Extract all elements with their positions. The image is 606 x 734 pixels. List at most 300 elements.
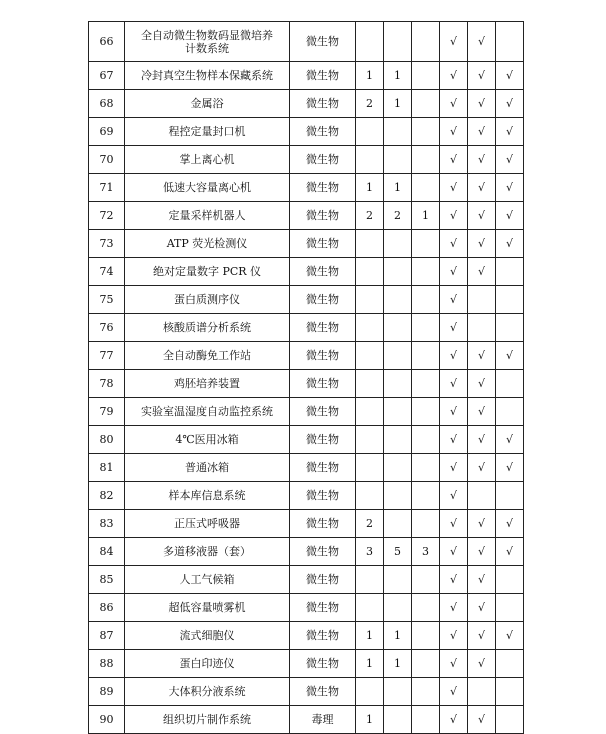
check-cell-1 xyxy=(440,678,468,706)
check-text-3: √ xyxy=(505,97,513,110)
check-cell-3 xyxy=(496,594,524,622)
quantity-text-2: 1 xyxy=(394,629,401,642)
check-text-1: √ xyxy=(449,601,457,614)
category-text: 微生物 xyxy=(306,321,339,334)
check-cell-1 xyxy=(440,230,468,258)
category-cell xyxy=(290,90,356,118)
row-number-cell xyxy=(89,426,125,454)
quantity-cell-3 xyxy=(412,118,440,146)
category-cell xyxy=(290,286,356,314)
quantity-cell-2 xyxy=(384,622,412,650)
quantity-cell-3 xyxy=(412,342,440,370)
row-number-cell xyxy=(89,622,125,650)
category-text: 微生物 xyxy=(306,293,339,306)
check-cell-1 xyxy=(440,62,468,90)
equipment-name-cell xyxy=(125,342,290,370)
equipment-name-text: ATP 荧光检测仪 xyxy=(166,237,248,250)
check-text-2: √ xyxy=(477,713,485,726)
category-cell xyxy=(290,678,356,706)
check-text-1: √ xyxy=(449,293,457,306)
row-number-text: 85 xyxy=(99,573,114,586)
equipment-name-cell xyxy=(125,706,290,734)
check-text-2: √ xyxy=(477,461,485,474)
row-number-text: 84 xyxy=(99,545,114,558)
equipment-name-text: 冷封真空生物样本保藏系统 xyxy=(141,69,273,82)
quantity-cell-1 xyxy=(356,202,384,230)
quantity-cell-2 xyxy=(384,566,412,594)
equipment-name-cell xyxy=(125,118,290,146)
equipment-name-cell xyxy=(125,258,290,286)
category-text: 微生物 xyxy=(306,349,339,362)
table-row xyxy=(89,62,524,90)
row-number-text: 73 xyxy=(99,237,114,250)
table-row xyxy=(89,706,524,734)
row-number-cell xyxy=(89,510,125,538)
check-cell-1 xyxy=(440,538,468,566)
check-text-1: √ xyxy=(449,517,457,530)
quantity-text-1: 1 xyxy=(366,713,373,726)
quantity-cell-2 xyxy=(384,398,412,426)
category-text: 微生物 xyxy=(306,545,339,558)
quantity-cell-3 xyxy=(412,146,440,174)
equipment-name-text: 实验室温湿度自动监控系统 xyxy=(141,405,273,418)
category-text: 微生物 xyxy=(306,181,339,194)
quantity-cell-3 xyxy=(412,90,440,118)
category-text: 微生物 xyxy=(306,517,339,530)
check-cell-2 xyxy=(468,230,496,258)
row-number-text: 88 xyxy=(99,657,114,670)
quantity-cell-1 xyxy=(356,146,384,174)
quantity-cell-2 xyxy=(384,678,412,706)
check-text-1: √ xyxy=(449,321,457,334)
check-cell-3 xyxy=(496,342,524,370)
check-text-1: √ xyxy=(449,349,457,362)
row-number-cell xyxy=(89,286,125,314)
check-text-3: √ xyxy=(505,461,513,474)
equipment-name-text: 样本库信息系统 xyxy=(168,489,246,502)
equipment-name-cell xyxy=(125,454,290,482)
equipment-name-cell xyxy=(125,230,290,258)
category-text: 微生物 xyxy=(306,125,339,138)
quantity-cell-3 xyxy=(412,314,440,342)
row-number-cell xyxy=(89,62,125,90)
row-number-text: 80 xyxy=(99,433,114,446)
quantity-text-2: 1 xyxy=(394,657,401,670)
equipment-name-cell xyxy=(125,650,290,678)
category-cell xyxy=(290,258,356,286)
quantity-text-1: 1 xyxy=(366,181,373,194)
quantity-cell-2 xyxy=(384,370,412,398)
quantity-text-2: 2 xyxy=(394,209,401,222)
check-text-1: √ xyxy=(449,657,457,670)
category-text: 微生物 xyxy=(306,573,339,586)
check-cell-3 xyxy=(496,118,524,146)
quantity-cell-1 xyxy=(356,454,384,482)
check-text-1: √ xyxy=(449,237,457,250)
equipment-name-cell xyxy=(125,566,290,594)
category-text: 微生物 xyxy=(306,209,339,222)
equipment-name-text: 流式细胞仪 xyxy=(179,629,235,642)
quantity-cell-3 xyxy=(412,370,440,398)
quantity-cell-1 xyxy=(356,370,384,398)
row-number-text: 89 xyxy=(99,685,114,698)
equipment-name-text: 低速大容量离心机 xyxy=(163,181,251,194)
equipment-name-text: 全自动酶免工作站 xyxy=(163,349,251,362)
category-text: 微生物 xyxy=(306,69,339,82)
check-cell-1 xyxy=(440,370,468,398)
table-row xyxy=(89,174,524,202)
table-row xyxy=(89,398,524,426)
check-text-3: √ xyxy=(505,69,513,82)
table-row xyxy=(89,454,524,482)
check-text-1: √ xyxy=(449,265,457,278)
quantity-cell-2 xyxy=(384,482,412,510)
check-cell-1 xyxy=(440,398,468,426)
check-cell-3 xyxy=(496,706,524,734)
table-row xyxy=(89,678,524,706)
check-cell-2 xyxy=(468,174,496,202)
check-text-1: √ xyxy=(449,629,457,642)
equipment-name-text: 掌上离心机 xyxy=(179,153,235,166)
check-cell-2 xyxy=(468,510,496,538)
check-text-2: √ xyxy=(477,35,485,48)
quantity-cell-3 xyxy=(412,454,440,482)
quantity-cell-2 xyxy=(384,454,412,482)
check-cell-1 xyxy=(440,342,468,370)
row-number-text: 86 xyxy=(99,601,114,614)
equipment-name-cell xyxy=(125,398,290,426)
check-cell-1 xyxy=(440,258,468,286)
row-number-cell xyxy=(89,538,125,566)
quantity-text-2: 5 xyxy=(394,545,401,558)
quantity-cell-1 xyxy=(356,286,384,314)
check-cell-2 xyxy=(468,202,496,230)
row-number-cell xyxy=(89,342,125,370)
equipment-table-body xyxy=(89,22,524,734)
quantity-cell-3 xyxy=(412,258,440,286)
category-cell xyxy=(290,482,356,510)
check-text-2: √ xyxy=(477,265,485,278)
table-row xyxy=(89,482,524,510)
equipment-name-cell xyxy=(125,90,290,118)
quantity-cell-2 xyxy=(384,594,412,622)
equipment-name-text: 超低容量喷雾机 xyxy=(168,601,246,614)
quantity-text-3: 1 xyxy=(422,209,429,222)
row-number-cell xyxy=(89,594,125,622)
quantity-cell-1 xyxy=(356,594,384,622)
check-text-2: √ xyxy=(477,125,485,138)
table-row xyxy=(89,510,524,538)
check-text-1: √ xyxy=(449,153,457,166)
check-cell-2 xyxy=(468,482,496,510)
category-text: 微生物 xyxy=(306,489,339,502)
quantity-cell-1 xyxy=(356,678,384,706)
check-cell-3 xyxy=(496,622,524,650)
table-row xyxy=(89,118,524,146)
quantity-cell-1 xyxy=(356,22,384,62)
check-cell-1 xyxy=(440,286,468,314)
category-cell xyxy=(290,22,356,62)
quantity-text-1: 2 xyxy=(366,209,373,222)
quantity-cell-2 xyxy=(384,118,412,146)
check-cell-1 xyxy=(440,482,468,510)
quantity-cell-2 xyxy=(384,706,412,734)
quantity-cell-1 xyxy=(356,174,384,202)
check-cell-1 xyxy=(440,426,468,454)
quantity-cell-2 xyxy=(384,146,412,174)
category-text: 微生物 xyxy=(306,685,339,698)
equipment-name-text: 大体积分液系统 xyxy=(168,685,246,698)
check-text-2: √ xyxy=(477,629,485,642)
quantity-cell-2 xyxy=(384,426,412,454)
check-cell-3 xyxy=(496,258,524,286)
row-number-text: 76 xyxy=(99,321,114,334)
check-text-2: √ xyxy=(477,377,485,390)
check-cell-3 xyxy=(496,650,524,678)
check-cell-2 xyxy=(468,706,496,734)
row-number-text: 81 xyxy=(99,461,114,474)
category-text: 微生物 xyxy=(306,657,339,670)
equipment-name-cell xyxy=(125,482,290,510)
quantity-cell-3 xyxy=(412,22,440,62)
equipment-name-text: 普通冰箱 xyxy=(185,461,229,474)
check-text-3: √ xyxy=(505,545,513,558)
row-number-cell xyxy=(89,314,125,342)
table-row xyxy=(89,622,524,650)
category-text: 微生物 xyxy=(306,265,339,278)
category-cell xyxy=(290,202,356,230)
check-cell-2 xyxy=(468,566,496,594)
category-cell xyxy=(290,118,356,146)
check-cell-1 xyxy=(440,650,468,678)
quantity-text-2: 1 xyxy=(394,97,401,110)
category-cell xyxy=(290,566,356,594)
check-cell-1 xyxy=(440,706,468,734)
check-text-2: √ xyxy=(477,433,485,446)
equipment-name-cell xyxy=(125,146,290,174)
check-text-2: √ xyxy=(477,69,485,82)
table-row xyxy=(89,202,524,230)
check-text-1: √ xyxy=(449,125,457,138)
quantity-cell-1 xyxy=(356,482,384,510)
check-text-1: √ xyxy=(449,209,457,222)
check-text-2: √ xyxy=(477,573,485,586)
check-cell-1 xyxy=(440,118,468,146)
quantity-cell-3 xyxy=(412,650,440,678)
equipment-name-text: 程控定量封口机 xyxy=(168,125,246,138)
check-text-3: √ xyxy=(505,153,513,166)
quantity-cell-2 xyxy=(384,174,412,202)
check-text-1: √ xyxy=(449,713,457,726)
row-number-cell xyxy=(89,230,125,258)
check-cell-2 xyxy=(468,426,496,454)
quantity-cell-3 xyxy=(412,482,440,510)
category-cell xyxy=(290,314,356,342)
check-cell-2 xyxy=(468,146,496,174)
check-cell-3 xyxy=(496,174,524,202)
check-text-1: √ xyxy=(449,461,457,474)
equipment-name-text: 组织切片制作系统 xyxy=(163,713,251,726)
quantity-cell-3 xyxy=(412,230,440,258)
quantity-text-1: 1 xyxy=(366,629,373,642)
check-text-1: √ xyxy=(449,97,457,110)
row-number-text: 78 xyxy=(99,377,114,390)
check-cell-1 xyxy=(440,146,468,174)
check-text-2: √ xyxy=(477,181,485,194)
check-text-1: √ xyxy=(449,573,457,586)
check-cell-3 xyxy=(496,538,524,566)
row-number-text: 87 xyxy=(99,629,114,642)
quantity-text-2: 1 xyxy=(394,69,401,82)
check-cell-2 xyxy=(468,314,496,342)
row-number-text: 83 xyxy=(99,517,114,530)
quantity-cell-2 xyxy=(384,62,412,90)
row-number-cell xyxy=(89,22,125,62)
check-text-2: √ xyxy=(477,209,485,222)
check-cell-3 xyxy=(496,370,524,398)
category-cell xyxy=(290,510,356,538)
quantity-cell-2 xyxy=(384,202,412,230)
quantity-cell-1 xyxy=(356,398,384,426)
category-text: 微生物 xyxy=(306,377,339,390)
equipment-name-cell xyxy=(125,426,290,454)
row-number-cell xyxy=(89,398,125,426)
category-cell xyxy=(290,538,356,566)
check-text-1: √ xyxy=(449,685,457,698)
check-text-1: √ xyxy=(449,489,457,502)
row-number-cell xyxy=(89,454,125,482)
check-cell-2 xyxy=(468,342,496,370)
quantity-cell-1 xyxy=(356,510,384,538)
equipment-name-text: 金属浴 xyxy=(190,97,224,110)
check-cell-3 xyxy=(496,426,524,454)
check-text-2: √ xyxy=(477,153,485,166)
quantity-cell-2 xyxy=(384,286,412,314)
quantity-cell-1 xyxy=(356,62,384,90)
check-cell-3 xyxy=(496,62,524,90)
quantity-cell-2 xyxy=(384,538,412,566)
check-cell-1 xyxy=(440,174,468,202)
equipment-name-text: 核酸质谱分析系统 xyxy=(163,321,251,334)
quantity-text-1: 2 xyxy=(366,97,373,110)
table-row xyxy=(89,650,524,678)
quantity-cell-1 xyxy=(356,90,384,118)
equipment-name-cell xyxy=(125,22,290,62)
category-cell xyxy=(290,622,356,650)
check-cell-3 xyxy=(496,398,524,426)
equipment-name-cell xyxy=(125,678,290,706)
row-number-text: 66 xyxy=(99,35,114,48)
equipment-name-cell xyxy=(125,286,290,314)
equipment-name-cell xyxy=(125,538,290,566)
check-text-2: √ xyxy=(477,97,485,110)
category-text: 微生物 xyxy=(306,433,339,446)
check-cell-3 xyxy=(496,482,524,510)
row-number-text: 75 xyxy=(99,293,114,306)
quantity-text-1: 1 xyxy=(366,657,373,670)
quantity-cell-1 xyxy=(356,650,384,678)
row-number-text: 79 xyxy=(99,405,114,418)
equipment-name-cell xyxy=(125,594,290,622)
table-row xyxy=(89,286,524,314)
check-text-1: √ xyxy=(449,545,457,558)
quantity-cell-3 xyxy=(412,594,440,622)
quantity-cell-1 xyxy=(356,706,384,734)
quantity-cell-3 xyxy=(412,398,440,426)
category-cell xyxy=(290,454,356,482)
equipment-name-cell xyxy=(125,62,290,90)
quantity-cell-3 xyxy=(412,706,440,734)
check-cell-2 xyxy=(468,650,496,678)
category-cell xyxy=(290,174,356,202)
quantity-cell-3 xyxy=(412,538,440,566)
category-cell xyxy=(290,370,356,398)
quantity-cell-2 xyxy=(384,314,412,342)
row-number-text: 67 xyxy=(99,69,114,82)
equipment-name-text: 绝对定量数字 PCR 仪 xyxy=(152,265,262,278)
category-cell xyxy=(290,230,356,258)
equipment-name-text: 全自动微生物数码显微培养计数系统 xyxy=(141,28,273,55)
equipment-name-text: 4℃医用冰箱 xyxy=(175,433,239,446)
quantity-cell-3 xyxy=(412,566,440,594)
check-cell-2 xyxy=(468,258,496,286)
check-text-1: √ xyxy=(449,69,457,82)
check-text-3: √ xyxy=(505,209,513,222)
category-text: 微生物 xyxy=(306,601,339,614)
category-cell xyxy=(290,594,356,622)
quantity-text-1: 3 xyxy=(366,545,373,558)
quantity-cell-3 xyxy=(412,622,440,650)
quantity-text-1: 1 xyxy=(366,69,373,82)
category-text: 微生物 xyxy=(306,35,339,48)
category-cell xyxy=(290,706,356,734)
check-cell-2 xyxy=(468,622,496,650)
equipment-name-cell xyxy=(125,314,290,342)
check-cell-1 xyxy=(440,22,468,62)
row-number-cell xyxy=(89,118,125,146)
category-cell xyxy=(290,398,356,426)
row-number-cell xyxy=(89,146,125,174)
category-cell xyxy=(290,650,356,678)
row-number-cell xyxy=(89,566,125,594)
equipment-name-text: 人工气候箱 xyxy=(179,573,235,586)
category-text: 微生物 xyxy=(306,237,339,250)
row-number-text: 69 xyxy=(99,125,114,138)
equipment-name-text: 蛋白印迹仪 xyxy=(179,657,235,670)
equipment-name-cell xyxy=(125,622,290,650)
check-cell-3 xyxy=(496,678,524,706)
row-number-text: 72 xyxy=(99,209,114,222)
check-cell-1 xyxy=(440,202,468,230)
quantity-cell-3 xyxy=(412,510,440,538)
check-text-2: √ xyxy=(477,657,485,670)
category-text: 微生物 xyxy=(306,629,339,642)
row-number-cell xyxy=(89,202,125,230)
check-cell-1 xyxy=(440,454,468,482)
check-text-1: √ xyxy=(449,35,457,48)
check-text-1: √ xyxy=(449,433,457,446)
check-text-3: √ xyxy=(505,433,513,446)
quantity-cell-1 xyxy=(356,314,384,342)
quantity-cell-1 xyxy=(356,258,384,286)
equipment-table xyxy=(88,21,524,734)
table-row xyxy=(89,370,524,398)
equipment-name-cell xyxy=(125,174,290,202)
equipment-name-cell xyxy=(125,202,290,230)
row-number-text: 82 xyxy=(99,489,114,502)
quantity-cell-3 xyxy=(412,202,440,230)
check-cell-2 xyxy=(468,286,496,314)
